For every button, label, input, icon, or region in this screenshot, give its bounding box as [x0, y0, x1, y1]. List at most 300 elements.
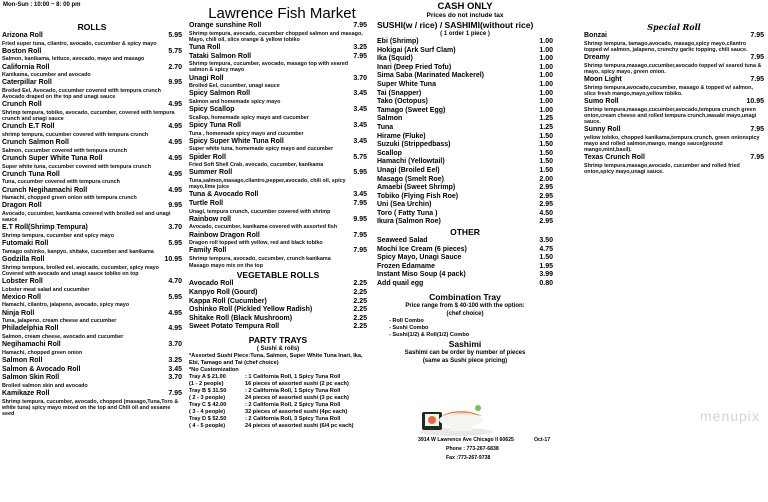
- item-description: Shrimp tempura, cucumber, avocado, chopped (masago,Tuna,Toro & white tuna) spicy mayo mixed on the top and Chili oil and sesame seed: [2, 398, 179, 417]
- item-description: Shrimp tempura, cucumber and spicy mayo: [2, 232, 115, 239]
- item-price: 2.25: [353, 288, 367, 296]
- rolls-column-2: [189, 22, 367, 430]
- footer-fax: Fax :773-267-9738: [446, 455, 491, 461]
- menu-item: [189, 289, 367, 298]
- item-price: 1.00: [539, 98, 553, 106]
- menu-item: [189, 122, 367, 131]
- sashimi-line1: Sashimi can be order by number of pieces: [404, 349, 526, 356]
- item-price: 4.70: [168, 277, 182, 285]
- tray-name: Tray D $ 52.50: [189, 415, 227, 422]
- menu-item: [377, 72, 553, 81]
- item-name: Salmon & Avocado Roll: [2, 365, 81, 373]
- item-name: Hirame (Fluke): [377, 132, 426, 140]
- sushi-sub: ( 1 order 1 piece ): [440, 31, 490, 37]
- item-price: 3.70: [353, 74, 367, 82]
- sashimi-line2: (same as Sushi piece pricing): [422, 357, 508, 364]
- item-price: 9.95: [168, 79, 182, 87]
- menu-item: [189, 22, 367, 31]
- other-header: OTHER: [450, 227, 480, 238]
- menu-item: [189, 169, 367, 178]
- menu-item: [2, 202, 182, 211]
- tray-line-a: : 2 California Roll, 2 Spicy Tuna Roll: [245, 401, 341, 408]
- item-name: Masago (Smelt Roe): [377, 175, 444, 183]
- tray-row: [189, 409, 367, 416]
- item-price: 7.95: [353, 247, 367, 255]
- item-price: 2.25: [353, 297, 367, 305]
- item-description: Scallop, homemade spicy mayo and cucumber: [189, 114, 309, 121]
- menu-item: [2, 294, 182, 303]
- tax-note: Prices do not include tax: [426, 12, 504, 19]
- menu-item: [2, 32, 182, 41]
- item-name: Kamikaze Roll: [2, 389, 50, 397]
- menu-item: [377, 246, 553, 255]
- item-name: Toro ( Fatty Tuna ): [377, 209, 438, 217]
- item-name: Sumo Roll: [584, 98, 619, 105]
- item-price: 4.95: [168, 154, 182, 162]
- item-name: Unagi (Broiled Eel): [377, 166, 440, 174]
- item-price: 7.95: [353, 199, 367, 207]
- item-price: 1.50: [539, 132, 553, 140]
- item-name: Rainbow Dragon Roll: [189, 231, 260, 239]
- item-price: 7.95: [353, 231, 367, 239]
- item-name: Arizona Roll: [2, 32, 43, 39]
- menu-item: [189, 44, 367, 53]
- menu-item: [377, 38, 553, 47]
- item-price: 7.95: [168, 389, 182, 397]
- menu-item: [377, 150, 553, 159]
- special-header: Special Roll: [647, 22, 701, 32]
- menu-item: [189, 298, 367, 307]
- item-name: Tobiko (Flying Fish Roe): [377, 192, 459, 200]
- item-description: Hamachi, chopped green onion: [2, 349, 83, 356]
- menu-item: [2, 240, 182, 249]
- item-description: yellow tobiko, chopped kanikama,tempura crunch, green onionspicy mayo and rolled salmon,mango, mango sauce(ground mango,mint,basil).: [584, 134, 760, 154]
- item-price: 9.95: [168, 202, 182, 210]
- combo-header: Combination Tray: [429, 291, 501, 302]
- item-price: 3.45: [353, 106, 367, 114]
- item-name: Ika (Squid): [377, 55, 413, 63]
- tray-people: (1 - 2 people): [189, 380, 224, 387]
- item-description: Kanikama, cucumber and avocado: [2, 72, 91, 79]
- menu-item: [2, 357, 182, 366]
- veg-list: [189, 280, 367, 332]
- footer-date: Oct-17: [534, 437, 551, 443]
- item-description: Shrimp tempura,avocado,cucumber, masago & topped w/ salmon, slice fresh mango,mayo,yellow tobiko.: [584, 84, 753, 97]
- item-description: Avocado, cucumber, kanikama covered with broiled eel and unagi sauce: [2, 210, 171, 224]
- item-name: Sima Saba (Marinated Mackerel): [377, 72, 484, 80]
- item-name: Spicy Mayo, Unagi Sauce: [377, 254, 462, 262]
- menu-item: [2, 79, 182, 88]
- item-price: 1.00: [539, 89, 553, 97]
- item-price: 3.70: [168, 224, 182, 232]
- combo-option: - Sushi(1/2) & Roll(1/2) Combo: [389, 331, 470, 338]
- item-name: Philadelphia Roll: [2, 325, 59, 333]
- item-price: 4.95: [168, 101, 182, 109]
- item-price: 2.25: [353, 323, 367, 331]
- item-name: Crunch Super White Tuna Roll: [2, 154, 103, 162]
- footer-phone: Phone : 773-267-6838: [446, 446, 499, 452]
- item-price: 1.95: [539, 262, 553, 270]
- item-name: Inari (Deep Fried Tofu): [377, 63, 452, 71]
- trays-list: [189, 374, 367, 430]
- item-name: Shitake Roll (Black Mushroom): [189, 314, 293, 322]
- menu-item: [377, 271, 553, 280]
- item-name: Spicy Scallop: [189, 106, 235, 114]
- item-description: Tuna,salmon,masago,cilantro,pepper,avocado, chili oil, spicy mayo,lime juice: [189, 177, 346, 191]
- menu-item: [584, 98, 764, 107]
- item-price: 3.45: [353, 191, 367, 199]
- item-price: 4.95: [168, 186, 182, 194]
- menu-item: [377, 184, 553, 193]
- menu-item: [377, 167, 553, 176]
- item-price: 3.25: [353, 44, 367, 51]
- item-price: 2.95: [539, 184, 553, 192]
- item-name: E.T Roll(Shrimp Tempura): [2, 224, 88, 232]
- item-price: 7.95: [750, 154, 764, 162]
- menu-item: [584, 76, 764, 85]
- item-name: Instant Miso Soup (4 pack): [377, 271, 466, 279]
- menu-item: [189, 232, 367, 241]
- item-price: 7.95: [750, 76, 764, 83]
- tray-name: Tray B $ 31.50: [189, 387, 227, 394]
- item-price: 0.80: [539, 280, 553, 288]
- sushi-column: [377, 2, 553, 365]
- item-price: 2.00: [539, 175, 553, 183]
- combo-option: - Roll Combo: [389, 317, 424, 324]
- cash-only: CASH ONLY: [437, 1, 493, 12]
- menu-item: [2, 310, 182, 319]
- menu-item: [377, 263, 553, 272]
- item-name: Kanpyo Roll (Gourd): [189, 288, 258, 296]
- item-name: Crunch E.T Roll: [2, 123, 55, 131]
- item-description: Hamachi, cilantro, jalapeno, avocado, spicy mayo: [2, 302, 130, 309]
- item-price: 5.95: [353, 169, 367, 177]
- tray-line-a: : 1 California Roll, 1 Spicy Tuna Roll: [245, 373, 341, 380]
- item-name: Family Roll: [189, 247, 227, 255]
- item-description: Shrimp tempura, tamago,avocado, masago,spicy mayo,cilantro topped w/ salmon, jalapeno, crunchy garlic topping, chili sauce.: [584, 40, 748, 53]
- menu-item: [377, 55, 553, 64]
- party-nocustom: *No Customization: [189, 366, 239, 373]
- item-name: Rainbow roll: [189, 215, 231, 223]
- item-name: Mochi Ice Cream (6 pieces): [377, 245, 467, 253]
- tray-row: [189, 416, 367, 423]
- item-name: Moon Light: [584, 76, 622, 83]
- tray-line-b: 24 pieces of assorted sushi (6/4 pc each): [245, 422, 354, 429]
- item-price: 3.45: [168, 365, 182, 373]
- menu-item: [2, 48, 182, 57]
- party-header: PARTY TRAYS: [248, 334, 308, 345]
- item-price: 1.00: [539, 38, 553, 45]
- tray-row: [189, 374, 367, 381]
- item-name: Bonzai: [584, 32, 607, 39]
- item-price: 3.45: [353, 137, 367, 145]
- item-name: Avocado Roll: [189, 280, 234, 288]
- item-name: Mexico Roll: [2, 293, 41, 301]
- menu-item: [189, 247, 367, 256]
- item-name: Crunch Tuna Roll: [2, 170, 60, 178]
- item-description: Fried Soft Shell Crab, avocado, cucumber, kanikama: [189, 162, 324, 169]
- item-price: 3.70: [168, 374, 182, 382]
- item-name: Dragon Roll: [2, 202, 42, 210]
- item-description: Dragon roll topped with yellow, red and black tobiko: [189, 240, 323, 247]
- item-name: Ebi (Shrimp): [377, 38, 419, 45]
- item-price: 1.00: [539, 63, 553, 71]
- menu-item: [2, 224, 182, 233]
- item-price: 5.95: [168, 293, 182, 301]
- item-price: 4.95: [168, 309, 182, 317]
- item-name: Hokigai (Ark Surf Clam): [377, 46, 456, 54]
- menu-item: [377, 254, 553, 263]
- menu-item: [377, 237, 553, 246]
- item-name: Amaebi (Sweet Shrimp): [377, 184, 456, 192]
- item-price: 1.00: [539, 72, 553, 80]
- item-price: 1.50: [539, 166, 553, 174]
- item-name: Godzilla Roll: [2, 255, 45, 263]
- item-description: Tuna, jalapeno, cream cheese and cucumber: [2, 318, 117, 325]
- item-price: 4.95: [168, 325, 182, 333]
- item-name: Hamachi (Yellowtail): [377, 158, 445, 166]
- tray-line-b: 16 pieces of assorted sushi (2 pc each): [245, 380, 349, 387]
- menu-item: [377, 210, 553, 219]
- item-description: Avocado, cucumber, kanikama covered with assorted fish: [189, 224, 338, 231]
- item-name: Ninja Roll: [2, 309, 35, 317]
- item-price: 7.95: [750, 54, 764, 61]
- menu-item: [2, 390, 182, 399]
- other-list: [377, 237, 553, 289]
- tray-name: Tray C $ 42.00: [189, 401, 227, 408]
- tray-people: ( 4 - 5 people): [189, 422, 226, 429]
- item-name: Kappa Roll (Cucumber): [189, 297, 267, 305]
- item-price: 1.00: [539, 46, 553, 54]
- menu-item: [189, 53, 367, 62]
- item-description: Shrimp tempura, avocado, cucumber, crunch kanikama: [189, 255, 331, 262]
- item-price: 2.70: [168, 63, 182, 71]
- item-name: Tuna & Avocado Roll: [189, 191, 259, 199]
- menu-item: [377, 158, 553, 167]
- menu-item: [2, 101, 182, 110]
- item-price: 3.25: [168, 356, 182, 364]
- menu-item: [377, 47, 553, 56]
- item-description: Broiled Eel, Avocado, cucumber covered with tempura crunch Avocado draped on the top and unagi sauce: [2, 87, 161, 101]
- item-price: 1.00: [539, 106, 553, 114]
- menu-item: [377, 218, 553, 227]
- menu-item: [377, 124, 553, 133]
- item-price: 2.25: [353, 314, 367, 322]
- tray-row: [189, 395, 367, 402]
- item-name: Tataki Salmon Roll: [189, 52, 252, 60]
- item-description: Shrimp tempura, cucumber, avocado, masago top with seared salmon & spicy mayo: [189, 61, 349, 74]
- item-price: 1.50: [539, 141, 553, 149]
- item-name: Spicy Super White Tuna Roll: [189, 137, 284, 145]
- menu-item: [377, 107, 553, 116]
- item-price: 5.75: [168, 47, 182, 55]
- watermark: menupix: [700, 408, 760, 424]
- tray-line-a: : 2 California Roll, 1 Spicy Tuna Roll: [245, 387, 341, 394]
- item-description: Hamachi, chopped green onion with tempura crunch: [2, 195, 137, 202]
- item-description: shrimp tempura, cucumber covered with tempura crunch: [2, 131, 149, 138]
- item-price: 3.99: [539, 271, 553, 279]
- item-price: 2.95: [539, 218, 553, 226]
- menu-item: [584, 54, 764, 63]
- menu-item: [189, 106, 367, 115]
- item-name: Sweet Potato Tempura Roll: [189, 323, 280, 331]
- item-description: Broiled Eel, cucumber, unagi sauce: [189, 83, 280, 90]
- item-price: 3.70: [168, 341, 182, 349]
- item-name: Super White Tuna: [377, 80, 436, 88]
- item-price: 4.95: [168, 123, 182, 131]
- tray-row: [189, 423, 367, 430]
- menu-item: [189, 306, 367, 315]
- item-name: Frozen Edamame: [377, 262, 435, 270]
- item-price: 2.95: [539, 201, 553, 209]
- item-name: Seaweed Salad: [377, 237, 428, 245]
- sushi-header: SUSHI(w / rice) / SASHIMI(without rice): [377, 20, 534, 30]
- tray-row: [189, 388, 367, 395]
- item-description: Salmon, cucumber covered with tempura crunch: [2, 147, 127, 154]
- footer-address: 3914 W Lawrence Ave Chicago Il 60625: [418, 437, 514, 443]
- item-description: Shrimp tempura,masago,cucumber,avocado topped w/ seared tuna & mayo, spicy mayo, green onion.: [584, 62, 762, 75]
- special-column: [584, 22, 764, 176]
- menu-item: [2, 278, 182, 287]
- menu-item: [377, 81, 553, 90]
- menu-item: [189, 138, 367, 147]
- rolls-header: ROLLS: [77, 22, 107, 32]
- tray-row: [189, 381, 367, 388]
- item-price: 1.50: [539, 158, 553, 166]
- combo-line2: (chef choice): [446, 310, 484, 317]
- veg-header: VEGETABLE ROLLS: [236, 270, 320, 281]
- item-price: 7.95: [353, 22, 367, 29]
- item-price: 1.00: [539, 80, 553, 88]
- combo-list: [377, 318, 553, 339]
- item-name: Uni (Sea Urchin): [377, 201, 432, 209]
- item-name: Crunch Roll: [2, 101, 42, 109]
- item-description: Super white tuna, homemade spicy mayo and cucumber: [189, 146, 334, 153]
- item-price: 7.95: [750, 126, 764, 134]
- menu-item: [2, 123, 182, 132]
- item-price: 1.25: [539, 115, 553, 123]
- menu-item: [377, 90, 553, 99]
- item-price: 4.95: [168, 139, 182, 147]
- hours: Mon-Sun : 10:00 ~ 8: 00 pm: [3, 2, 81, 8]
- item-description: Tamago oshinko, kanpyo, shitake, cucumber and kanikama: [2, 248, 154, 255]
- item-description: Shrimp tempura, tobiko, avocado, cucumber, covered with tempura crunch and unagi sauce: [2, 109, 175, 123]
- menu-item: [189, 90, 367, 99]
- party-sub: ( Sushi & rolls): [256, 345, 300, 352]
- menu-item: [377, 98, 553, 107]
- item-price: 10.95: [746, 98, 764, 105]
- menu-item: [377, 280, 553, 289]
- menu-item: [377, 133, 553, 142]
- item-name: Add quail egg: [377, 280, 424, 288]
- menu-item: [189, 200, 367, 209]
- item-name: Scallop: [377, 149, 402, 157]
- item-price: 4.95: [168, 170, 182, 178]
- item-description: Masago mayo mix on the top: [189, 263, 263, 270]
- tray-name: Tray A $ 21.00: [189, 373, 226, 380]
- item-price: 10.95: [164, 255, 182, 263]
- menu-item: [2, 325, 182, 334]
- menu-item: [377, 141, 553, 150]
- item-description: Broiled salmon skin and avocado: [2, 382, 88, 389]
- item-name: Tako (Octopus): [377, 98, 428, 106]
- menu-item: [2, 139, 182, 148]
- item-price: 2.25: [353, 306, 367, 314]
- menu-item: [2, 366, 182, 375]
- tray-people: ( 3 - 4 people): [189, 408, 226, 415]
- menu-item: [2, 64, 182, 73]
- tray-line-b: 24 pieces of assorted sushi (3 pc each): [245, 394, 349, 401]
- item-name: Tuna: [377, 123, 394, 131]
- item-description: Lobster meat salad and cucumber: [2, 286, 90, 293]
- item-price: 1.00: [539, 55, 553, 63]
- item-description: Shrimp tempura, avocado, cucumber chopped salmon and masago, Mayo, chili oil, slice orange & yellow tobiko: [189, 30, 363, 43]
- combo-line1: Price range from $ 40-100 with the option:: [405, 302, 525, 309]
- tray-line-a: : 2 California Roll, 3 Spicy Tuna Roll: [245, 415, 341, 422]
- menu-item: [2, 341, 182, 350]
- menu-item: [2, 256, 182, 265]
- item-description: Salmon, cream cheese, avocado and cucumber: [2, 333, 124, 340]
- menu-item: [584, 126, 764, 135]
- item-name: Summer Roll: [189, 169, 233, 177]
- item-name: Salmon Skin Roll: [2, 374, 60, 382]
- item-price: 4.50: [539, 209, 553, 217]
- item-name: Spicy Tuna Roll: [189, 121, 241, 129]
- menu-item: [377, 64, 553, 73]
- item-price: 1.50: [539, 254, 553, 262]
- item-price: 3.45: [353, 121, 367, 129]
- item-name: Salmon Roll: [2, 356, 43, 364]
- menu-item: [584, 32, 764, 41]
- item-name: Sunny Roll: [584, 126, 621, 134]
- menu-item: [189, 216, 367, 225]
- menu-item: [189, 280, 367, 289]
- rolls-list: [2, 32, 182, 417]
- menu-item: [189, 315, 367, 324]
- menu-item: [377, 115, 553, 124]
- tray-row: [189, 402, 367, 409]
- item-description: Fried super tuna, cilantro, avocado, cucumber & spicy mayo: [2, 40, 157, 47]
- menu-item: [189, 75, 367, 84]
- special-list: [584, 32, 764, 175]
- item-description: Salmon and homemade spicy mayo: [189, 98, 281, 105]
- item-price: 2.95: [539, 192, 553, 200]
- party-assorted: *Assorted Sushi Piece:Tuna, Salmon, Super White Tuna Inari, Ika, Ebi, Tamago and Tai (chef choice): [189, 352, 363, 366]
- item-name: Negihamachi Roll: [2, 341, 61, 349]
- rolls-column: [2, 22, 182, 418]
- item-description: Tuna , homemade spicy mayo and cucumber: [189, 130, 304, 137]
- menu-item: [189, 191, 367, 200]
- item-name: Unagi Roll: [189, 74, 224, 82]
- item-name: Texas Crunch Roll: [584, 154, 645, 162]
- item-description: Super white tuna, cucumber covered with tempura crunch: [2, 163, 151, 170]
- item-price: 1.25: [539, 123, 553, 131]
- item-name: Turtle Roll: [189, 199, 224, 207]
- item-name: Boston Roll: [2, 47, 42, 55]
- item-name: Oshinko Roll (Pickled Yellow Radish): [189, 306, 313, 314]
- item-description: Unagi, tempura crunch, cucumber covered with shrimp: [189, 208, 331, 215]
- sashimi-header: Sashimi: [448, 338, 482, 349]
- item-price: 5.95: [168, 240, 182, 248]
- item-description: Salmon, kanikama, lettuce, avocado, mayo and masago: [2, 56, 145, 63]
- item-name: Lobster Roll: [2, 277, 43, 285]
- tray-line-b: 32 pieces of assorted sushi (4pc each): [245, 408, 348, 415]
- menu-item: [377, 193, 553, 202]
- item-price: 9.95: [353, 215, 367, 223]
- item-name: Spider Roll: [189, 153, 226, 161]
- item-name: Tamago (Sweet Egg): [377, 106, 446, 114]
- tray-people: ( 2 - 3 people): [189, 394, 226, 401]
